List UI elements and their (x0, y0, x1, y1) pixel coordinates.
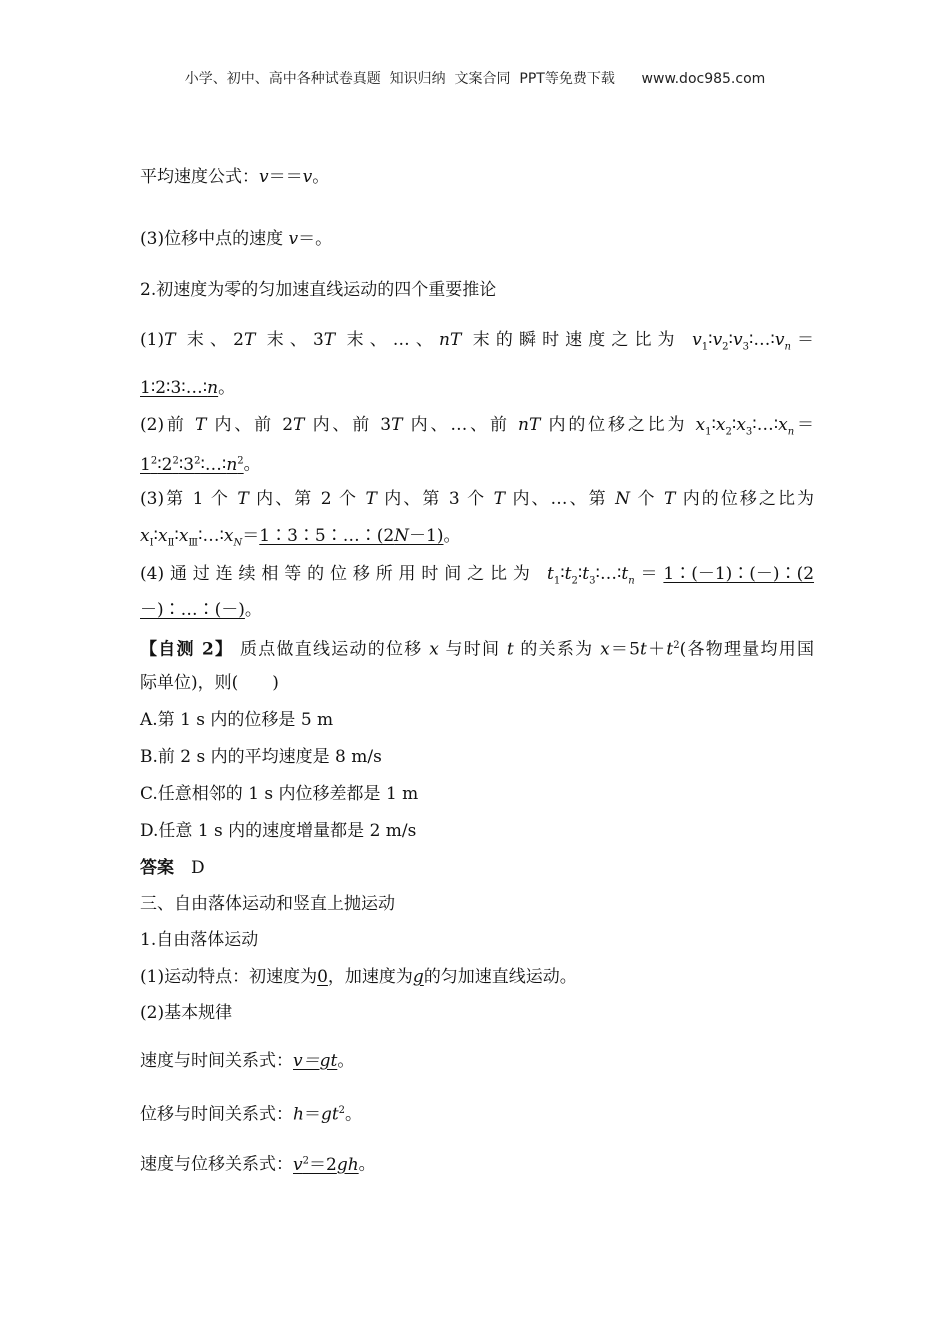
text-fragment: 个 (630, 489, 664, 509)
text-fragment: T (493, 489, 505, 509)
text-fragment: 1 (140, 454, 151, 475)
text-fragment: t (582, 564, 590, 584)
text-fragment: 内、前 3 (304, 415, 392, 435)
text-fragment: ∶ (728, 330, 733, 350)
text-fragment: T (449, 330, 462, 350)
text: 平均速度公式： (140, 167, 259, 187)
text-fragment: 。 (337, 1051, 355, 1071)
text-fragment: 2 (302, 1155, 309, 1166)
text-fragment: n (207, 378, 219, 398)
text-fragment: n (439, 330, 450, 350)
var-v: v (259, 167, 269, 187)
text-fragment: ∶ (153, 526, 158, 546)
answer-label: 答案 (140, 858, 174, 878)
text-fragment: ＝2 (308, 1154, 337, 1175)
text-fragment: －1) (409, 526, 444, 546)
section-3-title: 三、自由落体运动和竖直上抛运动 (140, 894, 395, 914)
text-fragment: 内、第 2 个 (248, 489, 366, 509)
text-fragment: 1 (701, 341, 709, 353)
p2-line2 (140, 450, 261, 476)
text-fragment: 3 (589, 575, 596, 587)
text-fragment: ∶ (731, 415, 737, 435)
text-fragment: t (640, 639, 647, 660)
displacement-time (140, 1100, 362, 1126)
text: ＝。 (298, 229, 333, 249)
text-fragment: 位移与时间关系式： (140, 1104, 293, 1125)
text: 。 (312, 167, 330, 187)
self-test-question-cont: 际单位)，则( ) (140, 673, 279, 693)
text-fragment: x (223, 526, 234, 546)
text-fragment: 速度与时间关系式： (140, 1051, 293, 1071)
answer-value: D (191, 858, 205, 878)
text-fragment: g (412, 967, 424, 987)
text-fragment: 内、…、前 (402, 415, 519, 435)
text-fragment: 2 (237, 455, 244, 466)
text-fragment: n (226, 454, 238, 475)
text-fragment: 内的位移之比为 (540, 415, 696, 435)
text-fragment: 0 (317, 967, 328, 987)
var-v: v (288, 229, 299, 249)
text-fragment: ＋ (646, 639, 667, 660)
text-fragment: 内的位移之比为 (675, 489, 815, 509)
self-test-question (140, 635, 814, 661)
p1-answer (140, 378, 218, 398)
option-c: C.任意相邻的 1 s 内位移差都是 1 m (140, 784, 419, 804)
text-fragment: T (293, 415, 305, 435)
text-fragment: t (546, 564, 554, 584)
text-fragment: 2 (150, 455, 158, 466)
free-fall-title: 1.自由落体运动 (140, 930, 259, 950)
text-fragment: v＝gt (293, 1051, 338, 1071)
text-fragment: ∶ (708, 330, 713, 350)
text-fragment: 1 (553, 575, 561, 587)
text-fragment: ∶…∶ (752, 415, 779, 435)
text-fragment: (2)前 (140, 415, 195, 435)
text-fragment: ∶…∶ (198, 526, 224, 546)
text-fragment: n (784, 341, 791, 353)
p4-line1 (140, 563, 814, 592)
page-header: 小学、初中、高中各种试卷真题 知识归纳 文案合同 PPT等免费下载 www.doc985.com (184, 71, 766, 87)
text-fragment: 的关系为 (513, 639, 601, 660)
p1-line1 (140, 329, 814, 358)
text-fragment: 。 (243, 454, 261, 475)
text-fragment: t (506, 639, 514, 660)
p1-line2 (140, 377, 235, 399)
text-fragment: 2 (722, 341, 729, 353)
text-fragment: x (736, 415, 746, 435)
text-fragment: ∶…∶ (200, 454, 227, 475)
text-fragment: x (600, 639, 610, 660)
free-fall-features (140, 966, 577, 988)
text-fragment: n (787, 426, 795, 438)
text-fragment: ＝ (790, 330, 814, 350)
text-fragment: (各物理量均用国 (679, 639, 815, 660)
text-fragment: T (391, 415, 403, 435)
text-fragment: 3 (745, 426, 753, 438)
text-fragment: 末、…、 (335, 330, 439, 350)
text-fragment: v (712, 330, 723, 350)
text-fragment: ＝ (242, 526, 260, 546)
text-fragment: ∶3 (178, 454, 195, 475)
self-test-tag: 【自测 2】 (140, 639, 234, 660)
text-fragment: T (194, 415, 207, 435)
text-fragment: x (140, 526, 150, 546)
text-fragment: 。 (345, 1104, 363, 1125)
text-fragment: 2 (172, 455, 179, 466)
text-fragment: ∶…∶ (748, 330, 775, 350)
velocity-displacement (140, 1150, 376, 1176)
text-fragment: 质点做直线运动的位移 (233, 639, 430, 660)
text-fragment: 。 (358, 1154, 376, 1175)
text-fragment: Ⅰ (149, 537, 154, 549)
basic-laws: (2)基本规律 (140, 1003, 233, 1023)
text-fragment: 末、3 (255, 330, 324, 350)
text-fragment: 1 (705, 426, 712, 438)
text-fragment: T (243, 330, 256, 350)
text-fragment: 末、2 (175, 330, 244, 350)
text-fragment: T (663, 489, 676, 509)
text-fragment: v (774, 330, 785, 350)
text: ＝＝ (268, 167, 303, 187)
text-fragment: gh (336, 1154, 359, 1175)
text-fragment: ∶ (711, 415, 716, 435)
text-fragment: 1∶2∶3∶…∶ (140, 378, 208, 398)
text-fragment: x (778, 415, 788, 435)
text: (3)位移中点的速度 (140, 229, 289, 249)
p4-answer-part2: －)∶…∶(－) (140, 600, 245, 620)
text-fragment: Ⅱ (167, 537, 175, 549)
text-fragment: 与时间 (438, 639, 507, 660)
text-fragment: x (178, 526, 189, 546)
text-fragment: 末的瞬时速度之比为 (461, 330, 693, 350)
text-fragment: ＝ (303, 1104, 321, 1125)
text-fragment: ＝ (794, 415, 815, 435)
text-fragment: gt (320, 1104, 339, 1125)
p4-answer-part1: 1∶(－1)∶(－)∶(2 (663, 564, 815, 584)
text-fragment: 速度与位移关系式： (140, 1154, 293, 1175)
p2-answer (140, 455, 244, 475)
text-fragment: 内、…、第 (505, 489, 616, 509)
text-fragment: 2 (338, 1105, 346, 1116)
text-fragment: T (164, 330, 176, 350)
text-fragment: v (692, 330, 702, 350)
text-fragment: v (293, 1154, 303, 1175)
text-fragment: (1) (140, 330, 165, 350)
text-fragment: ＝ (634, 564, 664, 584)
text-fragment: n (518, 415, 529, 435)
text-fragment: 。 (218, 378, 236, 398)
velocity-time (140, 1050, 354, 1072)
text-fragment: n (628, 575, 635, 587)
text-fragment: ∶2 (157, 454, 173, 475)
p3-answer (259, 526, 443, 546)
section-2-title: 2.初速度为零的匀加速直线运动的四个重要推论 (140, 280, 497, 300)
text-fragment: ，加速度为 (327, 967, 413, 987)
text-fragment: 内、第 3 个 (376, 489, 494, 509)
text-fragment: (1)运动特点：初速度为 (140, 967, 318, 987)
text-fragment: v (732, 330, 743, 350)
text-fragment: N (615, 489, 630, 509)
text-fragment: h (293, 1104, 304, 1125)
text-fragment: ∶…∶ (595, 564, 622, 584)
text-fragment: 2 (673, 640, 680, 651)
text-fragment: N (233, 537, 243, 549)
text-fragment: Ⅲ (188, 537, 199, 549)
text-fragment: ＝5 (609, 639, 641, 660)
p3-line2 (140, 525, 461, 554)
text-fragment: x (715, 415, 726, 435)
text-fragment: 3 (742, 341, 749, 353)
text-fragment: 的匀加速直线运动。 (423, 967, 577, 987)
text-fragment: (4)通过连续相等的位移所用时间之比为 (140, 564, 547, 584)
option-b: B.前 2 s 内的平均速度是 8 m/s (140, 747, 382, 767)
option-d: D.任意 1 s 内的速度增量都是 2 m/s (140, 821, 417, 841)
text-fragment: (3)第 1 个 (140, 489, 238, 509)
text-fragment: 1∶3∶5∶…∶(2 (259, 526, 395, 546)
text-fragment: x (157, 526, 168, 546)
p4-line2 (140, 599, 262, 621)
text-fragment: 。 (244, 600, 262, 620)
option-a: A.第 1 s 内的位移是 5 m (140, 710, 334, 730)
answer-line (140, 857, 205, 879)
avg-velocity-formula (140, 166, 329, 188)
text-fragment: T (323, 330, 336, 350)
var-v: v (302, 167, 313, 187)
midpoint-velocity (140, 228, 332, 250)
text-fragment: t (564, 564, 572, 584)
text-fragment: x (695, 415, 706, 435)
p3-line1 (140, 488, 814, 510)
p2-line1 (140, 414, 814, 443)
text-fragment: 内、前 2 (206, 415, 294, 435)
text-fragment: x (429, 639, 439, 660)
text-fragment: T (237, 489, 249, 509)
text-fragment: t (666, 639, 674, 660)
text-fragment: T (365, 489, 377, 509)
text-fragment: 2 (571, 575, 578, 587)
text-fragment: 2 (194, 455, 201, 466)
text-fragment: T (528, 415, 541, 435)
text-fragment: 。 (443, 526, 461, 546)
text-fragment: 2 (725, 426, 732, 438)
text-fragment: N (394, 526, 410, 546)
text-fragment: t (621, 564, 629, 584)
text-fragment: ∶ (560, 564, 565, 584)
text-fragment: ∶ (174, 526, 179, 546)
text-fragment: ∶ (577, 564, 583, 584)
